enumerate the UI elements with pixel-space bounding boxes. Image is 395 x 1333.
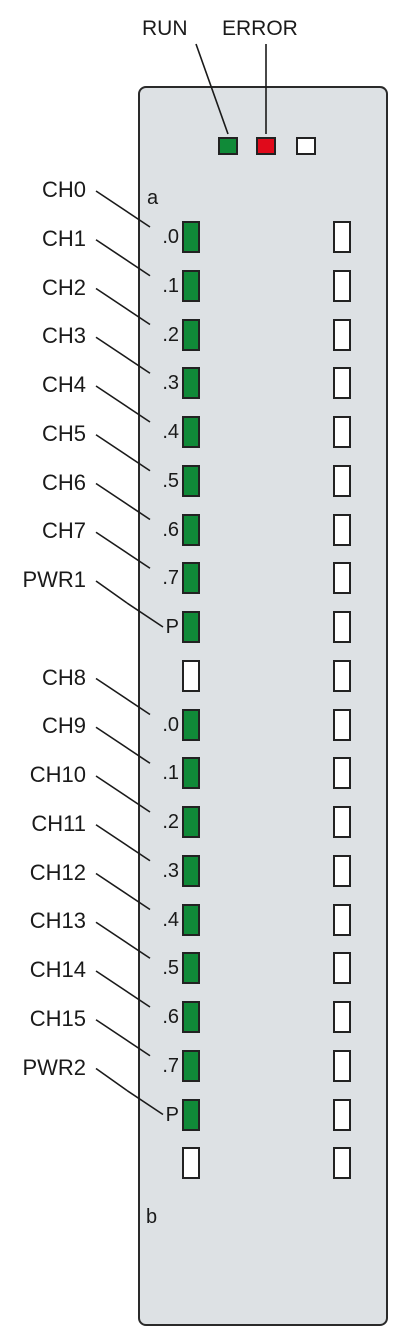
leader-line	[96, 581, 127, 603]
leader-line	[96, 386, 150, 422]
led-ch2	[182, 319, 200, 351]
run-leader-line	[196, 44, 228, 134]
leader-line	[96, 727, 150, 763]
channel-prefix: .7	[162, 1054, 179, 1077]
channel-label: CH3	[41, 323, 86, 349]
right-led-slot	[333, 270, 351, 302]
channel-prefix: P	[165, 1103, 179, 1126]
leader-line	[96, 825, 150, 861]
channel-label: CH5	[41, 420, 86, 446]
channel-prefix: .6	[162, 518, 179, 541]
led-unused	[182, 660, 200, 692]
right-led-slot	[333, 1050, 351, 1082]
channel-label: CH10	[29, 762, 86, 787]
led-ch8	[182, 709, 200, 741]
led-ch0	[182, 221, 200, 253]
section-label-b: b	[146, 1206, 158, 1228]
channel-prefix: P	[165, 616, 179, 638]
right-led-slot	[333, 221, 351, 253]
leader-line	[96, 289, 150, 325]
led-ch1	[182, 270, 200, 302]
channel-prefix: .2	[162, 323, 179, 346]
right-led-slot	[333, 514, 351, 546]
right-led-slot	[333, 562, 351, 594]
channel-prefix: .3	[162, 372, 179, 395]
right-led-slot	[333, 709, 351, 741]
led-ch5	[182, 465, 200, 497]
leader-line	[96, 532, 150, 568]
led-ch4	[182, 416, 200, 448]
channel-label: CH6	[41, 469, 86, 495]
leader-line	[96, 922, 150, 958]
channel-label: CH12	[29, 859, 86, 885]
right-led-slot	[333, 904, 351, 936]
run-label: RUN	[142, 17, 188, 40]
led-ch7	[182, 562, 200, 594]
channel-prefix: .4	[162, 908, 179, 931]
channel-label: CH7	[41, 518, 86, 544]
run-led	[218, 137, 238, 155]
right-led-slot	[333, 855, 351, 887]
led-ch6	[182, 514, 200, 546]
right-led-slot	[333, 1001, 351, 1033]
leader-line	[96, 1020, 150, 1056]
led-ch13	[182, 952, 200, 984]
led-ch12	[182, 904, 200, 936]
error-label: ERROR	[222, 17, 298, 40]
channel-prefix: .6	[162, 1006, 179, 1028]
led-ch15	[182, 1050, 200, 1082]
right-led-slot	[333, 660, 351, 692]
channel-prefix: .2	[162, 811, 179, 833]
right-led-slot	[333, 952, 351, 984]
channel-label: CH0	[41, 177, 86, 202]
channel-prefix: .5	[162, 957, 179, 980]
right-led-slot	[333, 1147, 351, 1179]
right-led-slot	[333, 367, 351, 399]
channel-label: CH13	[29, 908, 86, 934]
maint-led	[296, 137, 316, 155]
led-pwr1	[182, 611, 200, 643]
channel-prefix: .7	[162, 567, 179, 590]
channel-label: CH15	[29, 1005, 86, 1031]
channel-label: CH2	[41, 274, 86, 300]
led-pwr2	[182, 1099, 200, 1131]
led-ch10	[182, 806, 200, 838]
led-ch9	[182, 757, 200, 789]
led-unused	[182, 1147, 200, 1179]
channel-label: CH14	[29, 957, 86, 982]
right-led-slot	[333, 416, 351, 448]
section-label-a: a	[147, 187, 159, 209]
leader-line	[96, 435, 150, 471]
leader-line	[96, 484, 150, 520]
channel-prefix: .4	[162, 421, 179, 443]
right-led-slot	[333, 757, 351, 789]
channel-label: CH8	[41, 664, 86, 690]
leader-line	[96, 874, 150, 910]
channel-prefix: .5	[162, 469, 179, 492]
channel-label: PWR1	[22, 567, 86, 592]
channel-prefix: .1	[162, 762, 179, 785]
channel-prefix: .0	[162, 713, 179, 736]
led-ch14	[182, 1001, 200, 1033]
leader-line	[96, 679, 150, 715]
leader-line	[96, 240, 150, 276]
leader-line	[96, 1069, 127, 1091]
leader-line	[96, 776, 150, 812]
channel-prefix: .0	[162, 226, 179, 248]
right-led-slot	[333, 1099, 351, 1131]
channel-label: CH9	[41, 713, 86, 739]
led-ch11	[182, 855, 200, 887]
leader-line	[96, 971, 150, 1007]
error-led	[256, 137, 276, 155]
right-led-slot	[333, 806, 351, 838]
channel-label: CH1	[41, 225, 86, 251]
right-led-slot	[333, 611, 351, 643]
channel-prefix: .3	[162, 859, 179, 882]
led-ch3	[182, 367, 200, 399]
channel-label: CH4	[41, 372, 86, 397]
channel-label: CH11	[31, 810, 86, 836]
channel-prefix: .1	[162, 274, 179, 297]
right-led-slot	[333, 319, 351, 351]
channel-label: PWR2	[22, 1054, 86, 1080]
leader-line	[96, 191, 150, 227]
leader-line	[96, 337, 150, 373]
right-led-slot	[333, 465, 351, 497]
